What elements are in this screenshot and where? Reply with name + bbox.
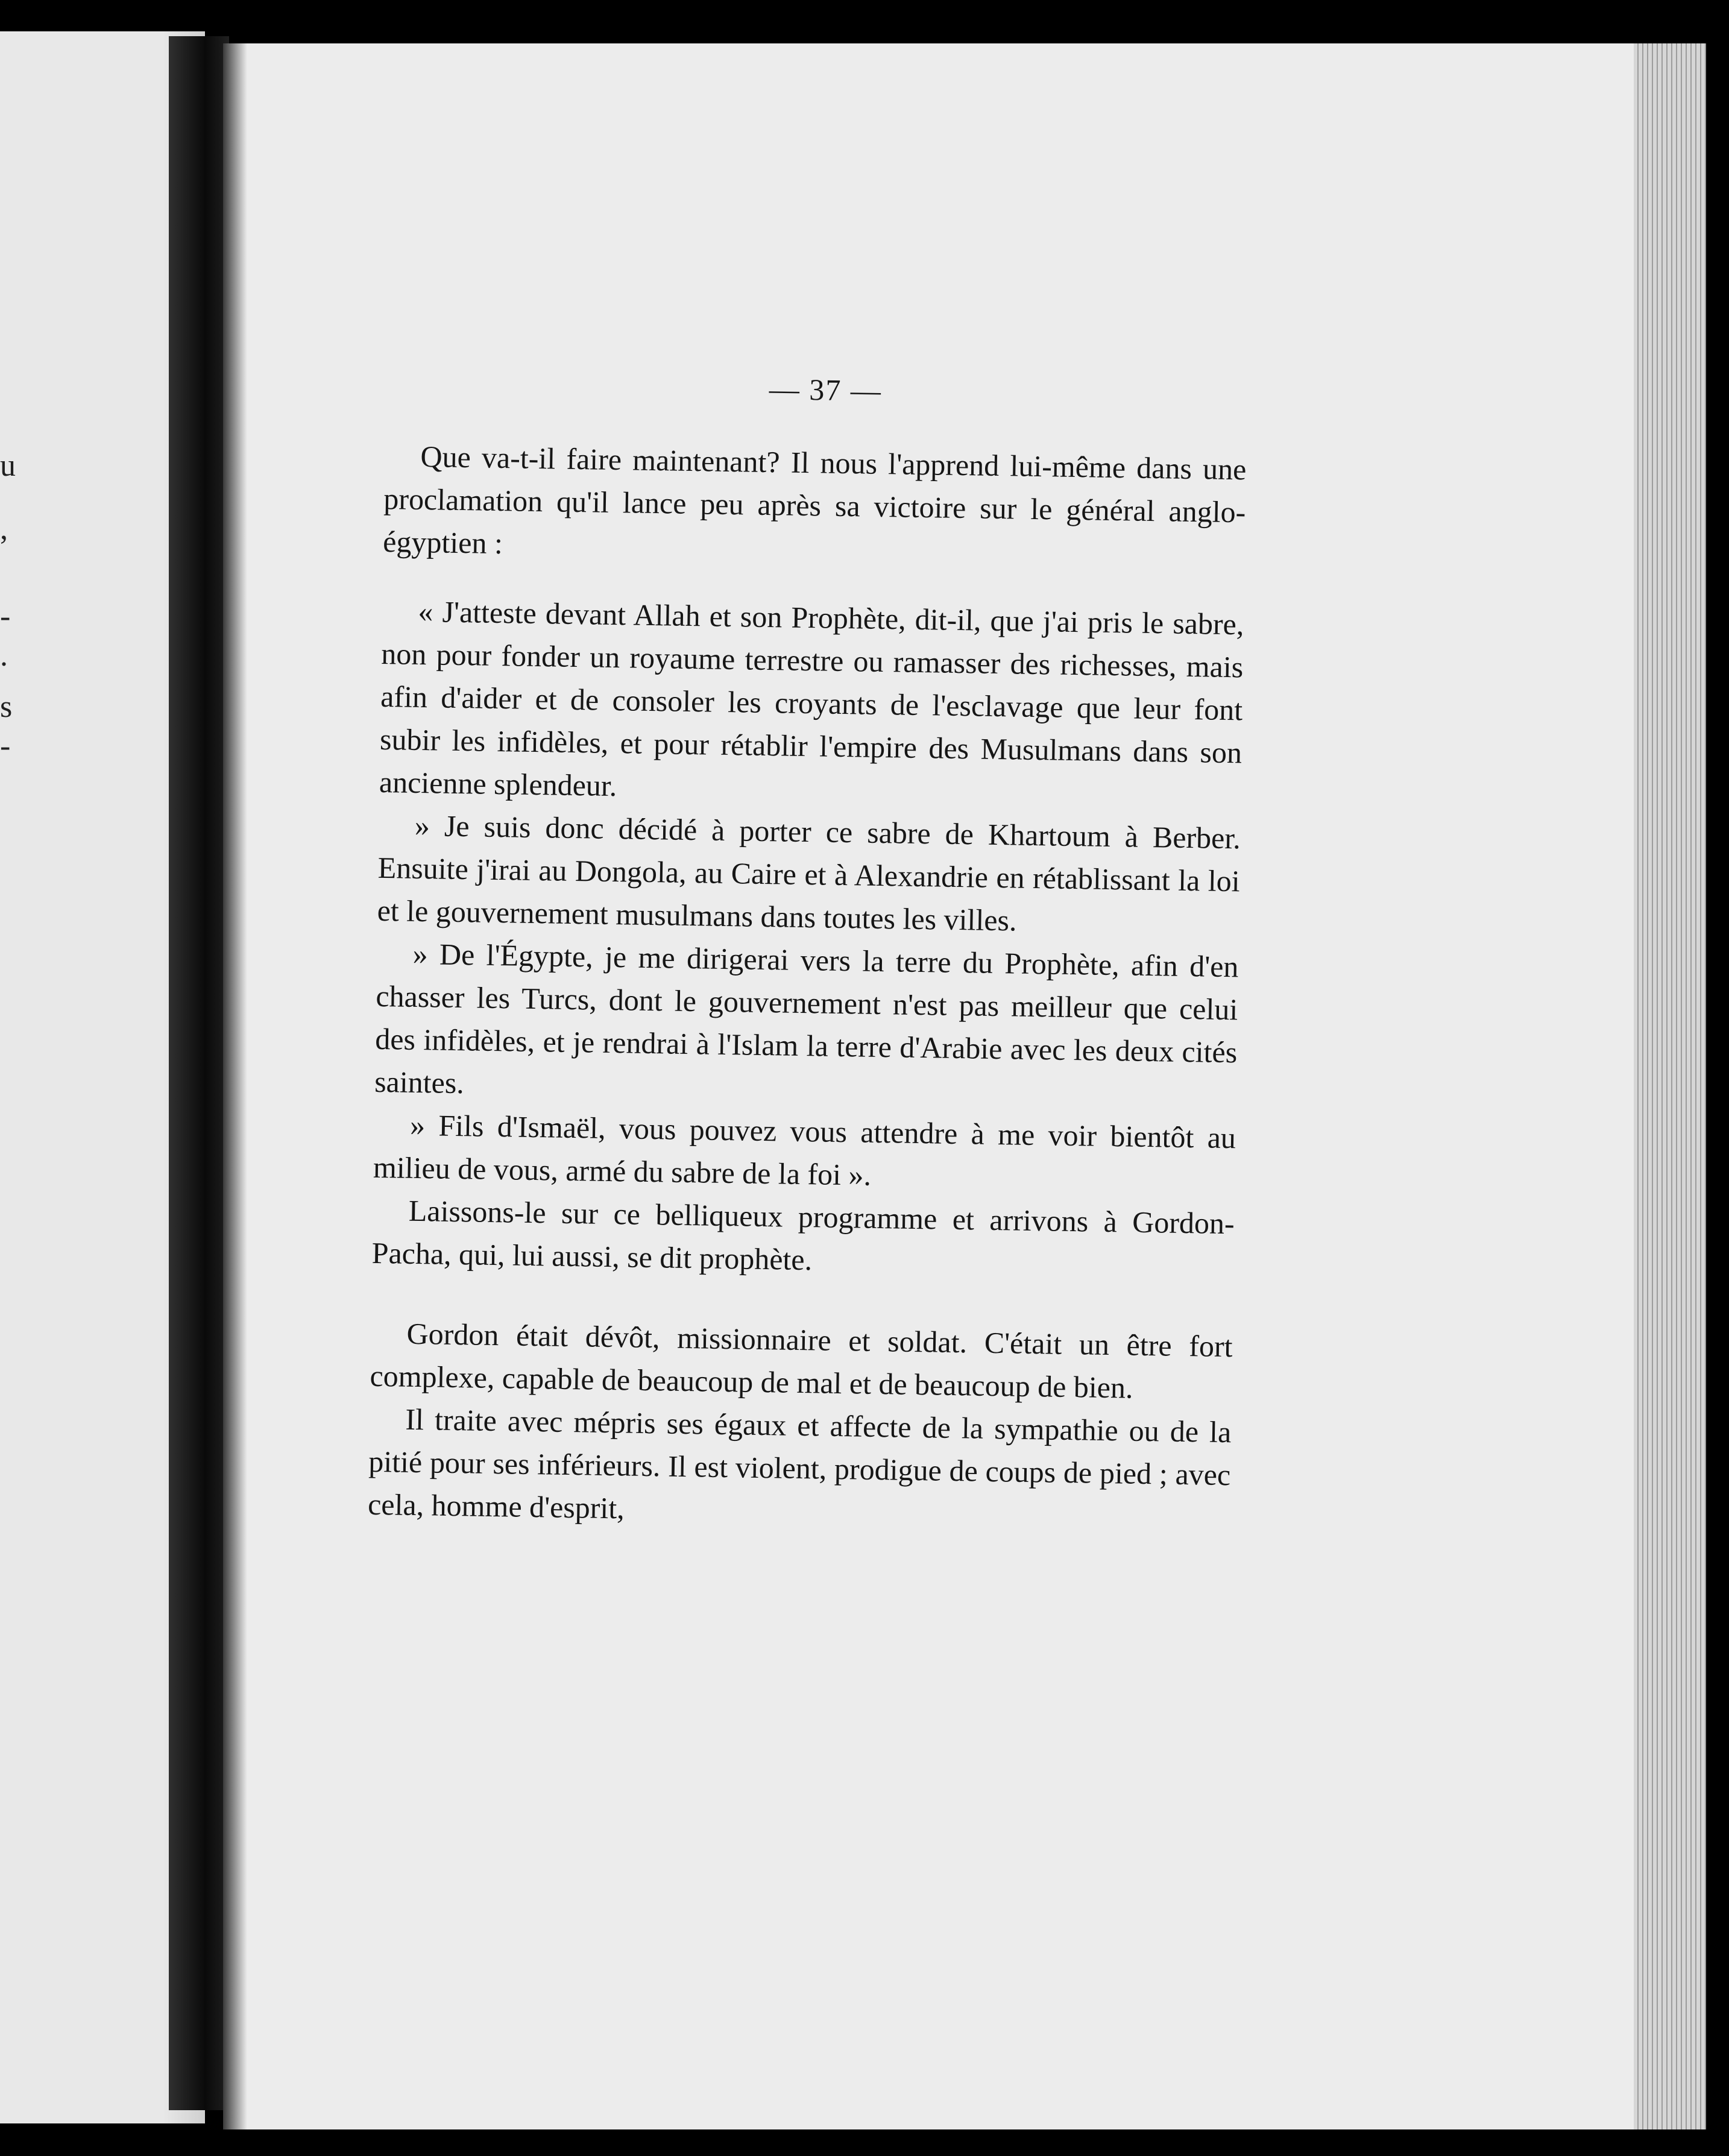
margin-fragment: - [0, 729, 11, 763]
margin-fragment: , [0, 512, 8, 546]
book-spine [169, 36, 229, 2110]
margin-fragment: . [0, 638, 8, 673]
margin-fragment: u [0, 449, 16, 483]
page-text [368, 362, 1248, 1539]
page-edges [1634, 43, 1706, 2129]
margin-fragment: s [0, 690, 13, 724]
page-number: — 37 — [769, 371, 883, 408]
paragraph-proclamation-2: » Je suis donc décidé à porter ce sabre de Khartoum à Berber. Ensuite j'irai au Dongola, au Caire et à Alexandrie en rétablissant la loi et le gouvernement musulmans dans toutes les villes. [377, 808, 1241, 938]
paragraph-proclamation-3: » De l'Égypte, je me dirigerai vers la terre du Prophète, afin d'en chasser les Turcs, dont le gouvernement n'est pas meilleur que celui des infidèles, et je rendrai à l'Islam la terre d'Arabie avec les deux cités saintes. [374, 936, 1239, 1100]
paragraph-intro: Que va-t-il faire maintenant? Il nous l'apprend lui-même dans une proclamation qu'il lance peu après sa victoire sur le général anglo-égyptien : [382, 439, 1247, 561]
paragraph-transition: Laissons-le sur ce belliqueux programme et arrivons à Gordon-Pacha, qui, lui aussi, se dit prophète. [371, 1193, 1235, 1277]
right-page-inner-shadow [223, 43, 247, 2129]
paragraph-proclamation-1: « J'atteste devant Allah et son Prophète, dit-il, que j'ai pris le sabre, non pour fonder un royaume terrestre ou ramasser des richesses, mais afin d'aider et de consoler les croyants de l'esclavage que leur font subir les infidèles, et pour rétablir l'empire des Musulmans dans son ancienne splendeur. [379, 594, 1244, 803]
paragraph-proclamation-4: » Fils d'Ismaël, vous pouvez vous attendre à me voir bientôt au milieu de vous, armé du sabre de la foi ». [373, 1108, 1236, 1192]
paragraph-gordon-1: Gordon était dévôt, missionnaire et soldat. C'était un être fort complexe, capable de beaucoup de mal et de beaucoup de bien. [370, 1316, 1233, 1405]
margin-fragment: - [0, 599, 11, 634]
paragraph-gordon-2: Il traite avec mépris ses égaux et affecte de la sympathie ou de la pitié pour ses inférieurs. Il est violent, prodigue de coups de pied ; avec cela, homme d'esprit, [367, 1402, 1232, 1525]
